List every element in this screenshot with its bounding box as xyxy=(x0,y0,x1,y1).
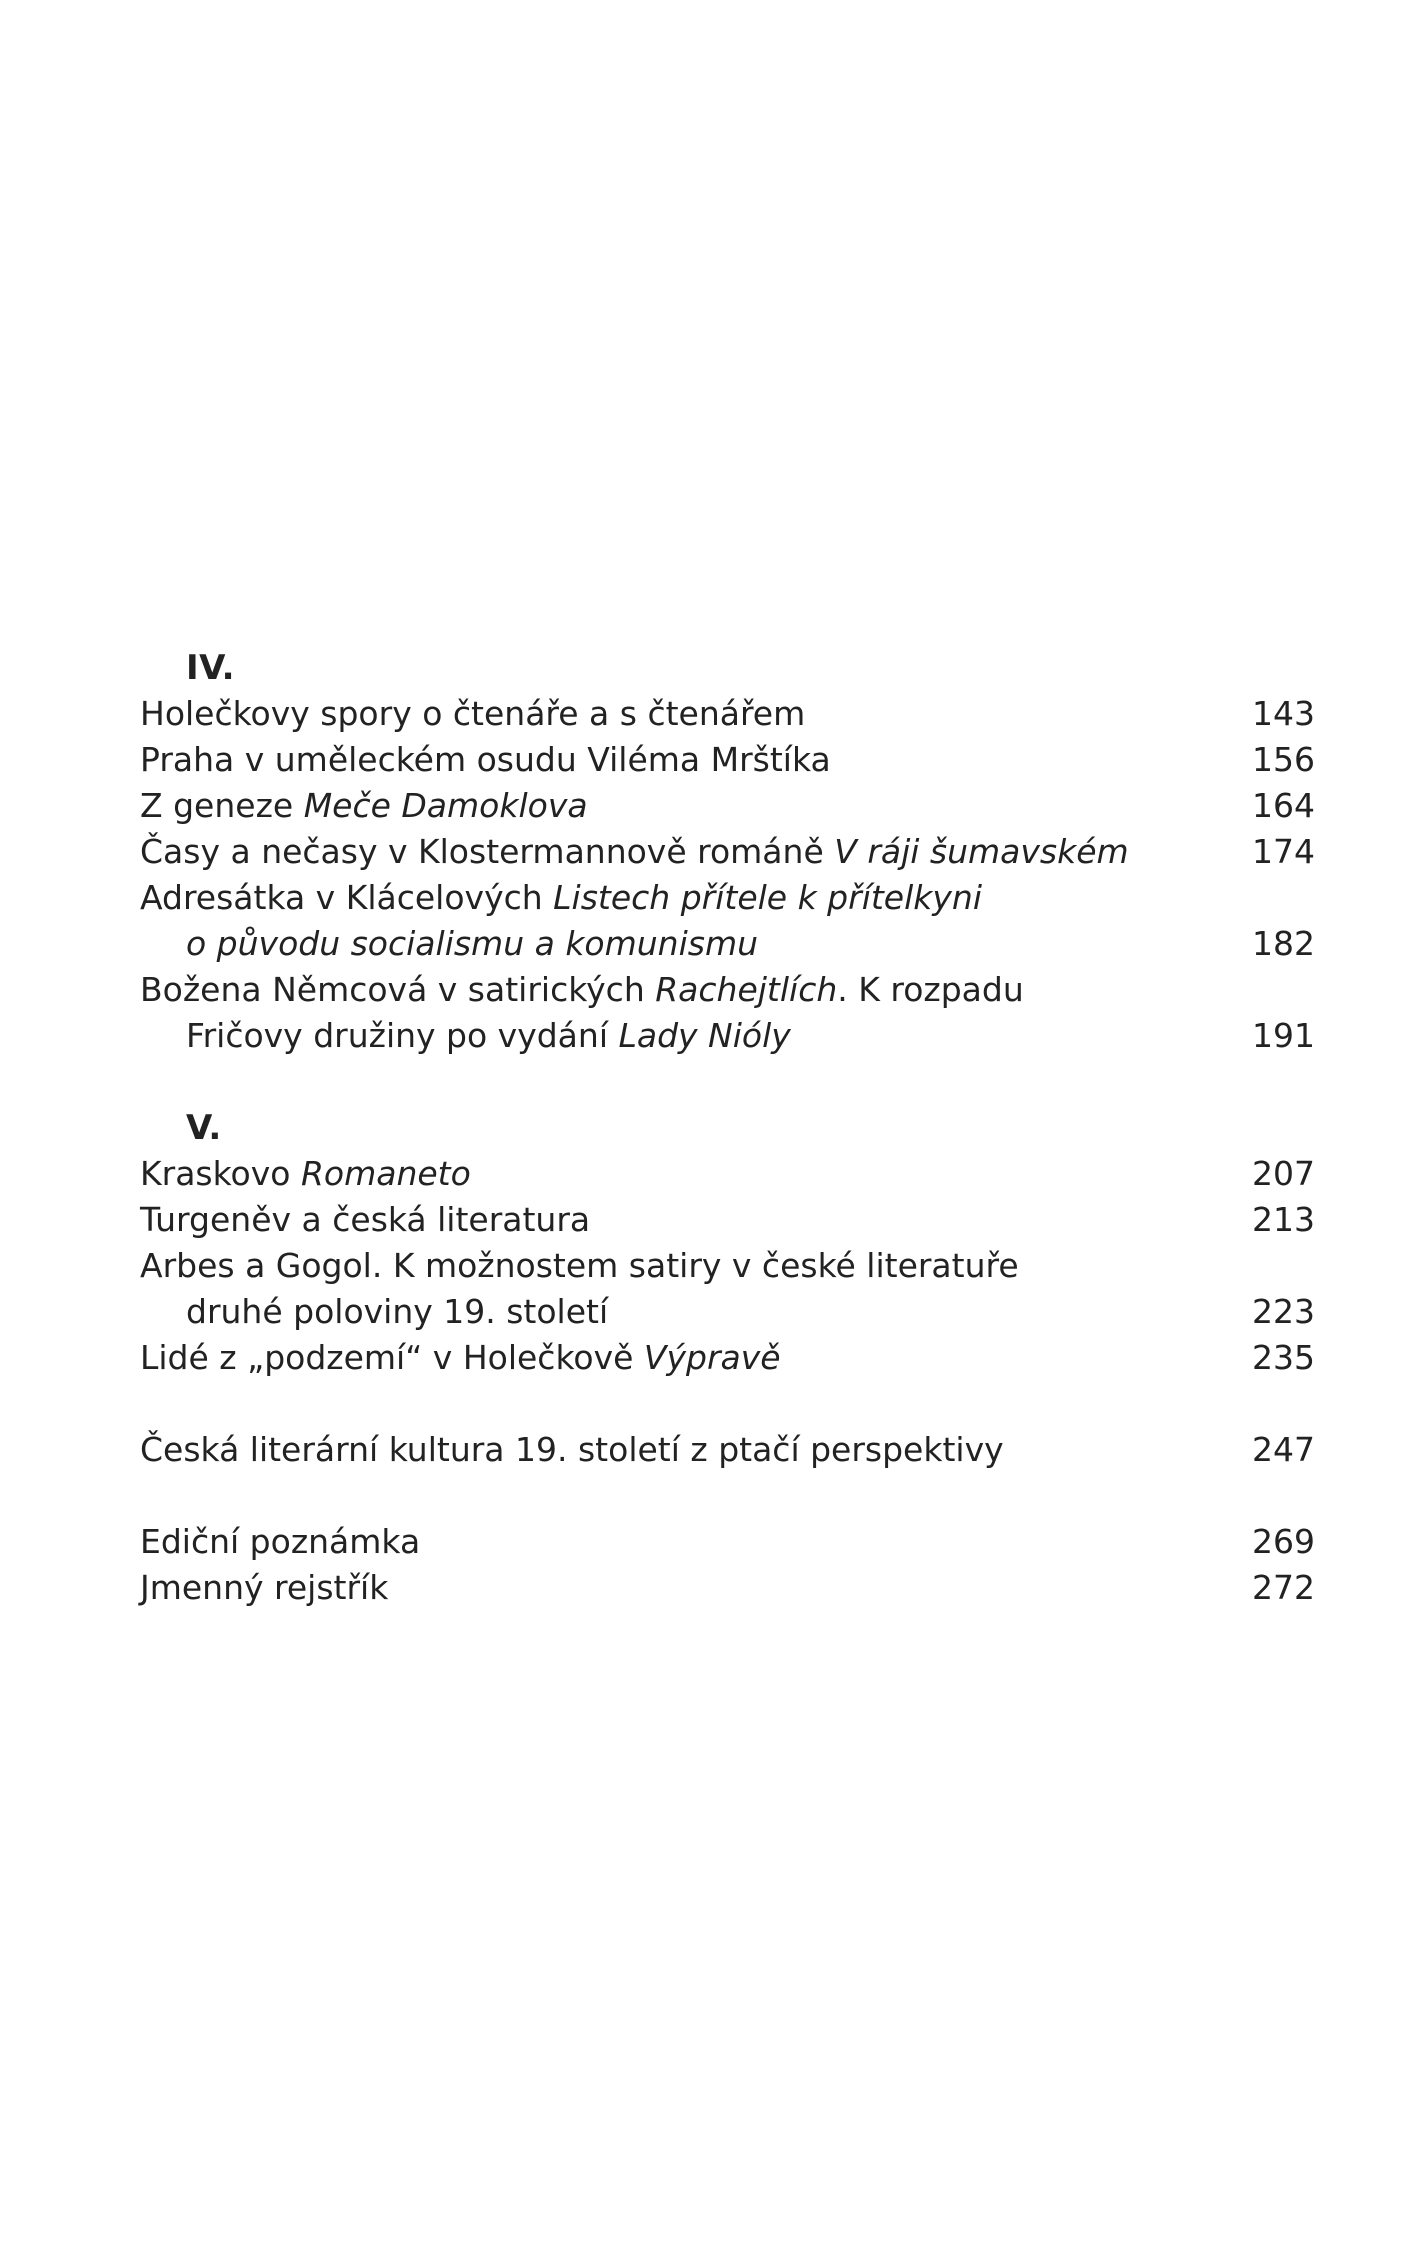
entry-text: Lidé z „podzemí“ v Holečkově xyxy=(140,1338,644,1377)
toc-entry xyxy=(140,1151,1315,1197)
toc-entry xyxy=(140,737,1315,783)
entry-title xyxy=(140,1197,1315,1243)
toc-entry xyxy=(140,783,1315,829)
entry-italic-title: o původu socialismu a komunismu xyxy=(186,924,759,963)
page-number: 143 xyxy=(1252,694,1315,733)
section-spacer xyxy=(140,1059,1315,1105)
entry-text: Holečkovy spory o čtenáře a s čtenářem xyxy=(140,694,806,733)
toc-entry xyxy=(140,1519,1315,1565)
section-heading-v: V. xyxy=(186,1108,222,1148)
entry-italic-title: Listech přítele k přítelkyni xyxy=(553,878,982,917)
entry-text: Turgeněv a česká literatura xyxy=(140,1200,591,1239)
page-number: 223 xyxy=(1252,1292,1315,1331)
entry-title xyxy=(140,1151,1315,1197)
entry-text: Adresátka v Klácelových xyxy=(140,878,554,917)
toc-entry xyxy=(140,967,1315,1059)
entry-text: Božena Němcová v satirických xyxy=(140,970,656,1009)
entry-italic-title: Výpravě xyxy=(643,1338,781,1377)
entry-text: Ediční poznámka xyxy=(140,1522,421,1561)
entry-title-continuation xyxy=(140,921,1315,967)
entry-text: Arbes a Gogol. K možnostem satiry v české literatuře xyxy=(140,1246,1019,1285)
entry-italic-title: Meče Damoklova xyxy=(303,786,588,825)
page-number: 174 xyxy=(1252,832,1315,871)
table-of-contents xyxy=(140,645,1315,1611)
entry-text: Praha v uměleckém osudu Viléma Mrštíka xyxy=(140,740,831,779)
entry-italic-title: Rachejtlích xyxy=(655,970,838,1009)
entry-text: Fričovy družiny po vydání xyxy=(186,1016,619,1055)
toc-entry xyxy=(140,1565,1315,1611)
toc-entry xyxy=(140,1243,1315,1335)
entry-text: druhé poloviny 19. století xyxy=(186,1292,609,1331)
entry-text: Z geneze xyxy=(140,786,304,825)
page-number: 182 xyxy=(1252,924,1315,963)
entry-title xyxy=(140,691,1315,737)
entry-text: Česká literární kultura 19. století z ptačí perspektivy xyxy=(140,1430,1004,1469)
toc-entry xyxy=(140,1335,1315,1381)
section-spacer xyxy=(140,1473,1315,1519)
entry-text: Jmenný rejstřík xyxy=(140,1568,389,1607)
entry-title xyxy=(140,737,1315,783)
entry-text: Časy a nečasy v Klostermannově románě xyxy=(140,832,835,871)
entry-text: Kraskovo xyxy=(140,1154,301,1193)
entry-title xyxy=(140,1335,1315,1381)
page-number: 164 xyxy=(1252,786,1315,825)
entry-italic-title: Romaneto xyxy=(300,1154,471,1193)
entry-italic-title: Lady Nióly xyxy=(618,1016,791,1055)
page-number: 272 xyxy=(1252,1568,1315,1607)
entry-title xyxy=(140,967,1315,1013)
entry-title xyxy=(140,1565,1315,1611)
toc-entry xyxy=(140,691,1315,737)
toc-entry xyxy=(140,1197,1315,1243)
entry-text: . K rozpadu xyxy=(837,970,1024,1009)
entry-title xyxy=(140,875,1315,921)
page-number: 235 xyxy=(1252,1338,1315,1377)
entry-title-continuation xyxy=(140,1013,1315,1059)
toc-entry xyxy=(140,829,1315,875)
entry-title xyxy=(140,829,1315,875)
page-number: 213 xyxy=(1252,1200,1315,1239)
section-heading-iv: IV. xyxy=(186,648,235,688)
page-number: 269 xyxy=(1252,1522,1315,1561)
section-spacer xyxy=(140,1381,1315,1427)
page-number: 247 xyxy=(1252,1430,1315,1469)
entry-title xyxy=(140,1243,1315,1289)
entry-title xyxy=(140,783,1315,829)
entry-title xyxy=(140,1519,1315,1565)
page-number: 207 xyxy=(1252,1154,1315,1193)
page-number: 191 xyxy=(1252,1016,1315,1055)
entry-italic-title: V ráji šumavském xyxy=(834,832,1129,871)
toc-entry xyxy=(140,1427,1315,1473)
page-number: 156 xyxy=(1252,740,1315,779)
entry-title-continuation xyxy=(140,1289,1315,1335)
entry-title xyxy=(140,1427,1315,1473)
toc-entry xyxy=(140,875,1315,967)
